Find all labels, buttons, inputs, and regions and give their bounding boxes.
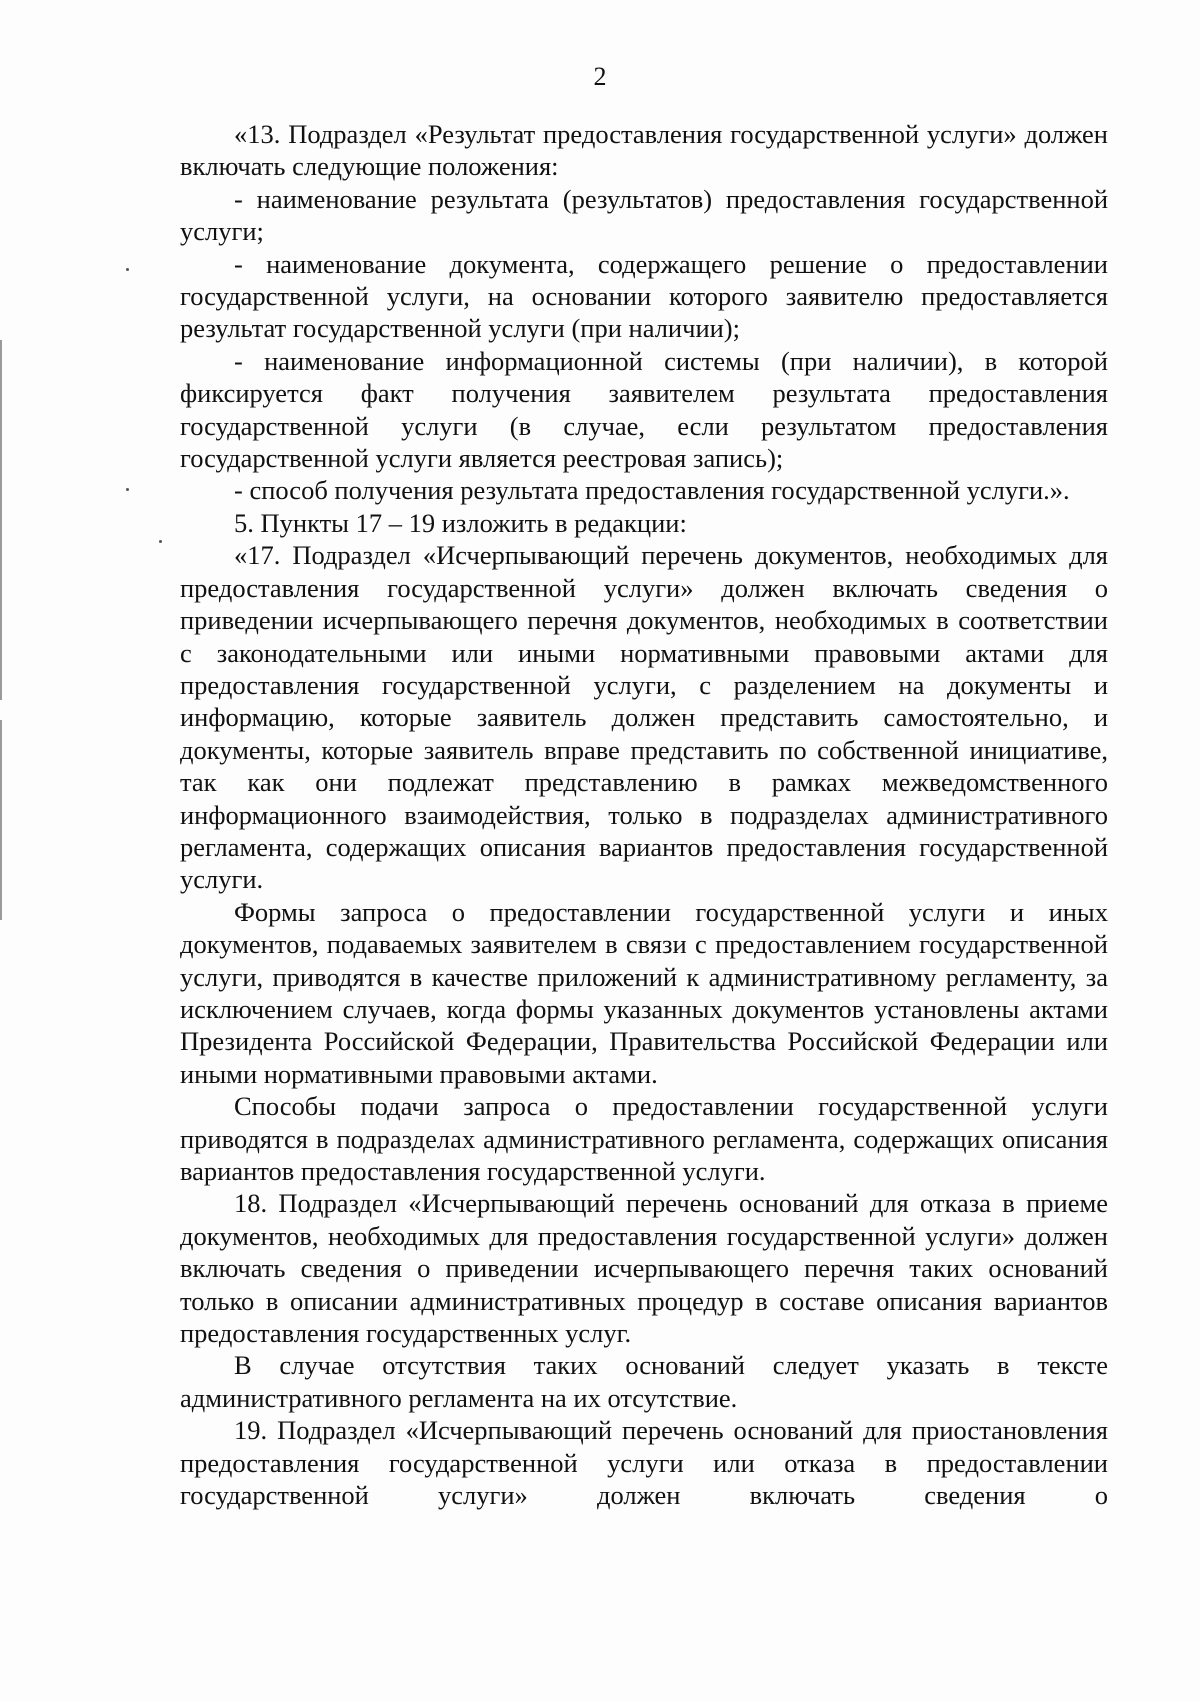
scan-speck bbox=[126, 488, 129, 491]
paragraph: Способы подачи запроса о предоставлении государственной услуги приводятся в подразделах административного регламента, содержащих описания вариантов предоставления государственной услуги. bbox=[180, 1091, 1108, 1186]
paragraph: В случае отсутствия таких оснований следует указать в тексте административного регламента на их отсутствие. bbox=[180, 1350, 1108, 1413]
paragraph: 19. Подраздел «Исчерпывающий перечень оснований для приостановления предоставления государственной услуги или отказа в предоставлении государственной услуги» должен включать сведения о bbox=[180, 1415, 1108, 1511]
scan-speck bbox=[159, 540, 162, 543]
paragraph: «13. Подраздел «Результат предоставления государственной услуги» должен включать следующие положения: bbox=[180, 119, 1108, 182]
paragraph: - наименование информационной системы (при наличии), в которой фиксируется факт получения заявителем результата предоставления государственной услуги (в случае, если результатом предоставления государственной услуги является реестровая запись); bbox=[180, 345, 1108, 474]
paragraph: - наименование документа, содержащего решение о предоставлении государственной услуги, на основании которого заявителю предоставляется результат государственной услуги (при наличии); bbox=[180, 248, 1108, 344]
paragraph: «17. Подраздел «Исчерпывающий перечень документов, необходимых для предоставления государственной услуги» должен включать сведения о приведении исчерпывающего перечня документов, необходимых в соответствии с законодательными или иными нормативными правовыми актами для предоставления государственной услуги, с разделением на документы и информацию, которые заявитель должен представить самостоятельно, и документы, которые заявитель вправе представить по собственной инициативе, так как они подлежат представлению в рамках межведомственного информационного взаимодействия, только в подразделах административного регламента, содержащих описания вариантов предоставления государственной услуги. bbox=[180, 540, 1108, 895]
paragraph: 18. Подраздел «Исчерпывающий перечень оснований для отказа в приеме документов, необходимых для предоставления государственной услуги» должен включать сведения о приведении исчерпывающего перечня таких оснований только в описании административных процедур в составе описания вариантов предоставления государственных услуг. bbox=[180, 1188, 1108, 1349]
paragraph: 5. Пункты 17 – 19 изложить в редакции: bbox=[234, 507, 687, 538]
scan-edge-mark bbox=[0, 720, 2, 920]
paragraph: Формы запроса о предоставлении государственной услуги и иных документов, подаваемых заявителем в связи с предоставлением государственной услуги, приводятся в качестве приложений к административному регламенту, за исключением случаев, когда формы указанных документов установлены актами Президента Российской Федерации, Правительства Российской Федерации или иными нормативными правовыми актами. bbox=[180, 896, 1108, 1089]
document-body bbox=[180, 118, 1108, 1511]
paragraph: - наименование результата (результатов) предоставления государственной услуги; bbox=[180, 183, 1108, 247]
scan-speck bbox=[126, 268, 129, 271]
scan-edge-mark bbox=[0, 340, 2, 700]
paragraph: - способ получения результата предоставления государственной услуги.». bbox=[234, 475, 1070, 506]
page-number: 2 bbox=[593, 62, 607, 91]
